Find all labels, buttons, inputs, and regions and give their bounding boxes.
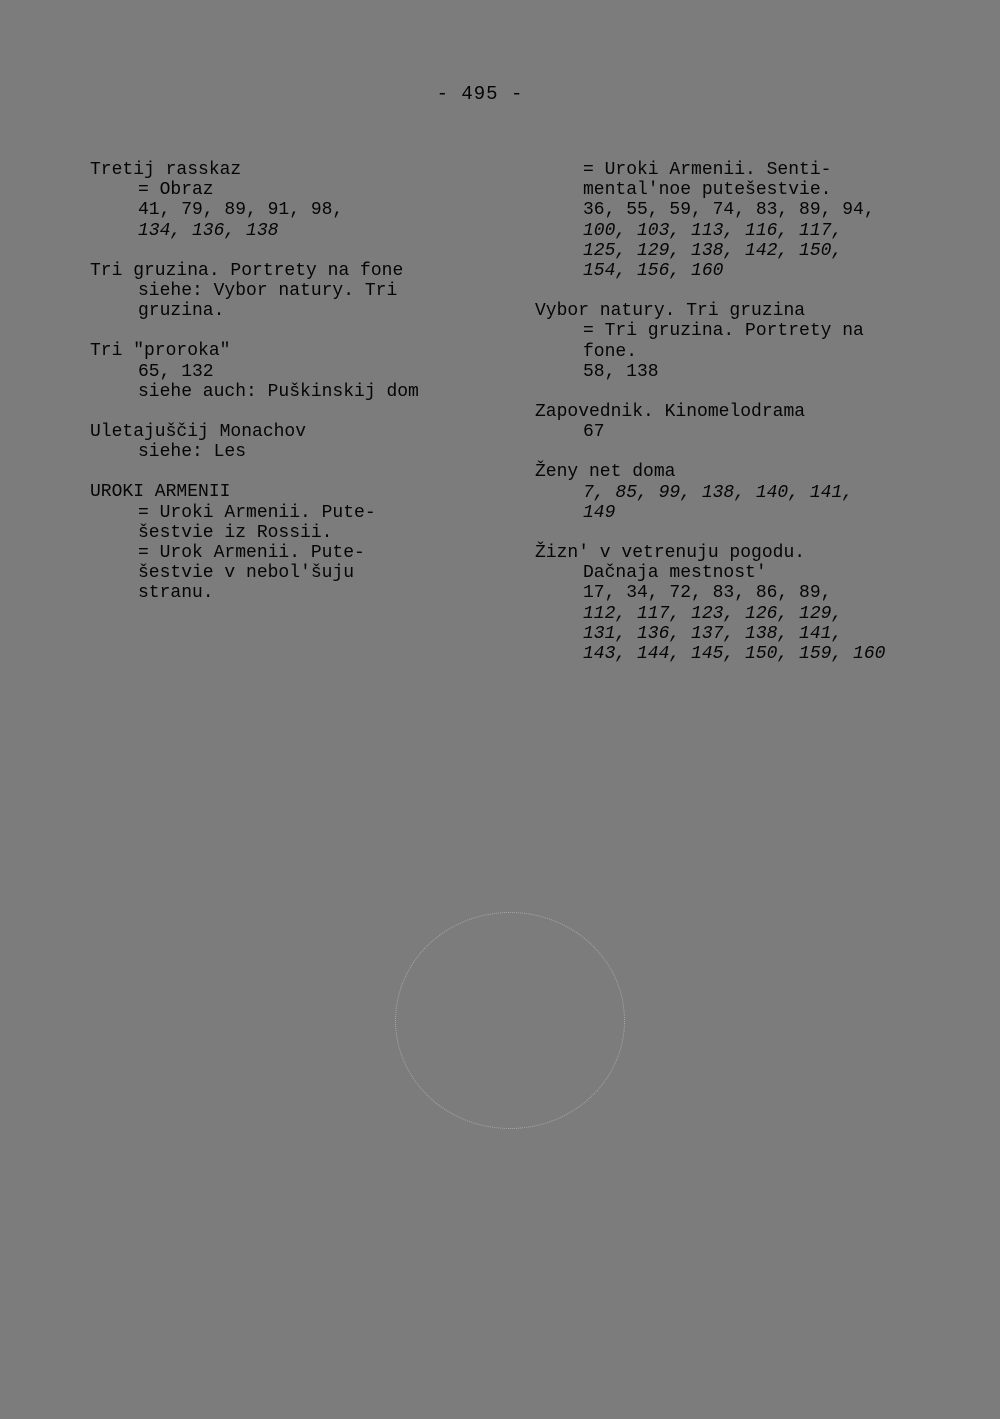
entry-heading: Žizn' v vetrenuju pogodu. <box>535 543 806 564</box>
entry-line: 131, 136, 137, 138, 141, <box>583 623 843 644</box>
entry-line: 143, 144, 145, 150, 159, 160 <box>583 644 886 665</box>
entry-line: 7, 85, 99, 138, 140, 141, <box>583 482 854 503</box>
entry-line: 134, 136, 138 <box>138 220 279 241</box>
entry-line: 36, 55, 59, 74, 83, 89, 94, <box>583 200 875 221</box>
index-entry <box>90 261 510 322</box>
entry-line: 67 <box>583 422 605 443</box>
entry-heading: Ženy net doma <box>535 462 676 483</box>
entry-heading: Vybor natury. Tri gruzina <box>535 301 806 322</box>
entry-line: gruzina. <box>138 301 225 322</box>
entry-line: 149 <box>583 502 616 523</box>
entry-line: šestvie v nebol'šuju <box>138 563 355 584</box>
index-entry <box>535 462 975 523</box>
entry-heading: Uletajuščij Monachov <box>90 422 307 443</box>
entry-line: = Tri gruzina. Portrety na <box>583 321 864 342</box>
entry-line: 100, 103, 113, 116, 117, <box>583 220 843 241</box>
entry-line: 17, 34, 72, 83, 86, 89, <box>583 583 832 604</box>
index-entry <box>90 160 510 241</box>
index-entry <box>90 422 510 462</box>
entry-line: = Urok Armenii. Pute- <box>138 543 365 564</box>
left-index-column <box>90 160 510 624</box>
index-entry <box>535 301 975 382</box>
page-number: - 495 - <box>436 83 524 105</box>
index-entry <box>90 482 510 603</box>
entry-heading: Zapovednik. Kinomelodrama <box>535 402 806 423</box>
entry-line: 125, 129, 138, 142, 150, <box>583 240 843 261</box>
index-entry <box>90 341 510 402</box>
index-entry <box>535 543 975 664</box>
entry-line: Dačnaja mestnost' <box>583 563 767 584</box>
entry-line: 41, 79, 89, 91, 98, <box>138 200 344 221</box>
entry-line: = Uroki Armenii. Senti- <box>583 160 832 180</box>
faint-circular-stamp <box>395 912 625 1129</box>
entry-line: fone. <box>583 341 638 362</box>
index-entry <box>535 160 975 281</box>
entry-line: 154, 156, 160 <box>583 261 724 282</box>
entry-line: 65, 132 <box>138 361 214 382</box>
entry-heading: Tri "proroka" <box>90 341 231 362</box>
entry-line: siehe auch: Puškinskij dom <box>138 381 419 402</box>
entry-line: siehe: Vybor natury. Tri <box>138 281 398 302</box>
entry-heading: Tri gruzina. Portrety na fone <box>90 260 404 281</box>
entry-line: 58, 138 <box>583 361 659 382</box>
entry-line: 112, 117, 123, 126, 129, <box>583 603 843 624</box>
index-entry <box>535 402 975 442</box>
entry-line: šestvie iz Rossii. <box>138 522 333 543</box>
entry-line: stranu. <box>138 583 214 604</box>
right-index-column <box>535 160 975 684</box>
entry-line: siehe: Les <box>138 442 247 463</box>
entry-heading: Tretij rasskaz <box>90 160 242 180</box>
entry-line: mental'noe putešestvie. <box>583 180 832 201</box>
entry-line: = Uroki Armenii. Pute- <box>138 502 376 523</box>
entry-line: = Obraz <box>138 180 214 201</box>
entry-heading: UROKI ARMENII <box>90 482 231 503</box>
